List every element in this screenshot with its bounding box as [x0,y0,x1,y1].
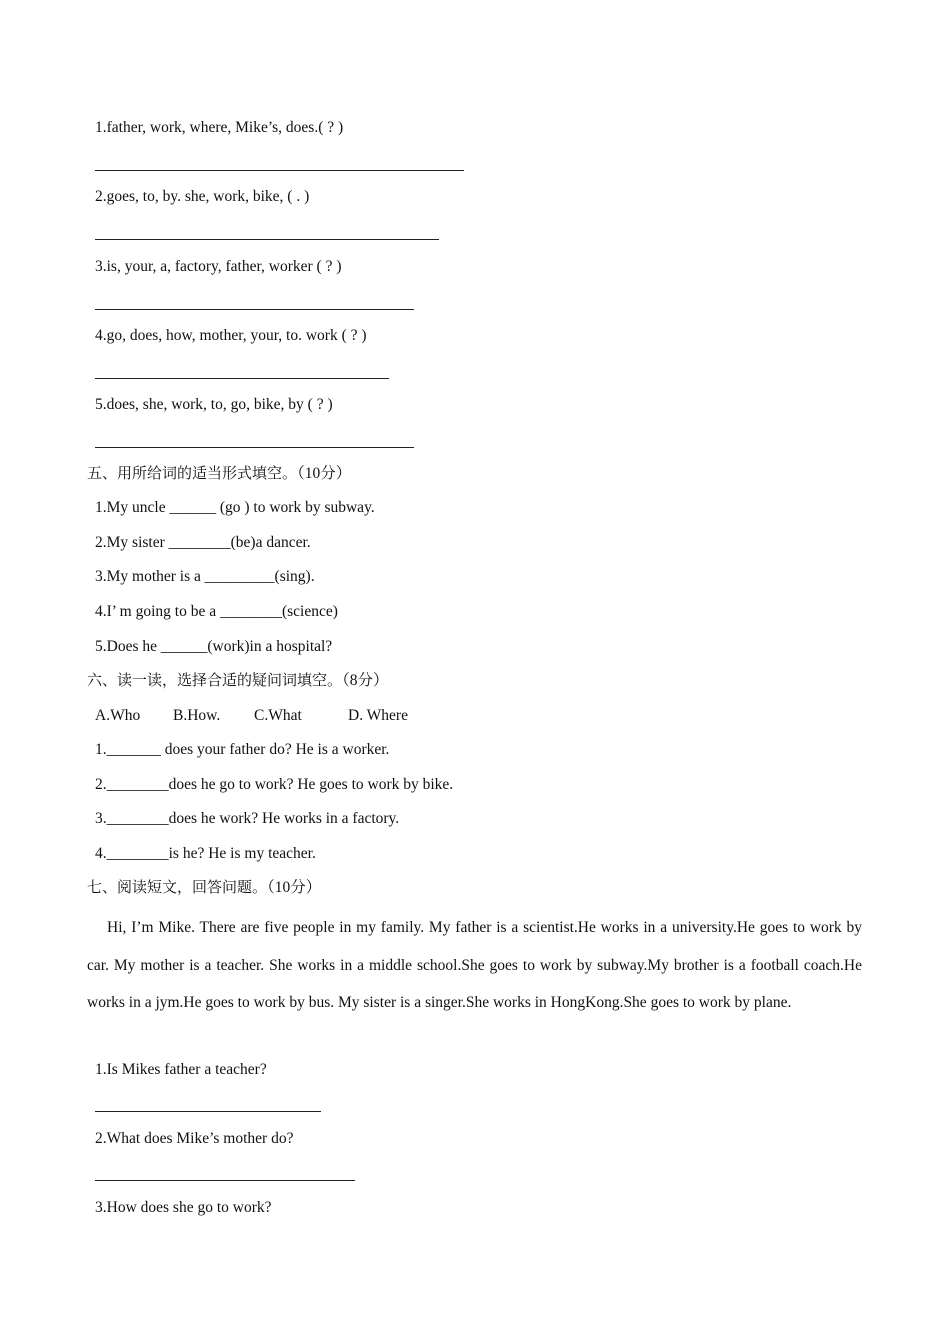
reading-question-3: 3.How does she go to work? [95,1199,272,1216]
question-word-item-4: 4.________is he? He is my teacher. [95,845,316,862]
section-6-points: （8分） [342,672,389,689]
section-5-title: 五、用所给词的适当形式填空。 [87,464,298,482]
answer-line-3[interactable] [95,309,414,310]
reorder-item-3: 3.is, your, a, factory, father, worker ( ? ) [95,258,342,275]
option-c: C.What [254,707,302,724]
question-word-item-3: 3.________does he work? He works in a factory. [95,810,400,827]
answer-line-1[interactable] [95,170,464,171]
section-6-heading [87,670,389,691]
answer-line-4[interactable] [95,378,389,379]
section-7-points: （10分） [267,879,322,896]
section-7-heading [87,877,321,898]
option-d: D. Where [348,707,408,724]
option-b: B.How. [173,707,221,724]
reorder-item-2: 2.goes, to, by. she, work, bike, ( . ) [95,188,310,205]
reading-question-2: 2.What does Mike’s mother do? [95,1130,294,1147]
fill-item-4: 4.I’ m going to be a ________(science) [95,603,338,620]
question-word-item-2: 2.________does he go to work? He goes to work by bike. [95,776,454,793]
question-word-item-1: 1._______ does your father do? He is a worker. [95,741,390,758]
reading-question-1: 1.Is Mikes father a teacher? [95,1061,267,1078]
reorder-item-1: 1.father, work, where, Mike’s, does.( ? ) [95,119,344,136]
reading-answer-line-2[interactable] [95,1180,355,1181]
section-5-heading [87,463,351,484]
section-5-points: （10分） [297,465,352,482]
reorder-item-5: 5.does, she, work, to, go, bike, by ( ? ) [95,396,333,413]
section-6-title: 六、读一读，选择合适的疑问词填空。 [87,671,343,689]
reading-answer-line-1[interactable] [95,1111,321,1112]
reorder-item-4: 4.go, does, how, mother, your, to. work ( ? ) [95,327,367,344]
fill-item-5: 5.Does he ______(work)in a hospital? [95,638,333,655]
reading-passage: Hi, I’m Mike. There are five people in my family. My father is a scientist.He works in a university.He goes to work by car. My mother is a teacher. She works in a middle school.She goes to work by subway.My brother is a football coach.He works in a jym.He goes to work by bus. My sister is a singer.She works in HongKong.She goes to work by plane. [87,919,862,1011]
answer-line-5[interactable] [95,447,414,448]
fill-item-1: 1.My uncle ______ (go ) to work by subway. [95,499,375,516]
fill-item-2: 2.My sister ________(be)a dancer. [95,534,311,551]
option-a: A.Who [95,707,141,724]
section-7-title: 七、阅读短文，回答问题。 [87,878,268,896]
fill-item-3: 3.My mother is a _________(sing). [95,568,315,585]
answer-line-2[interactable] [95,239,439,240]
